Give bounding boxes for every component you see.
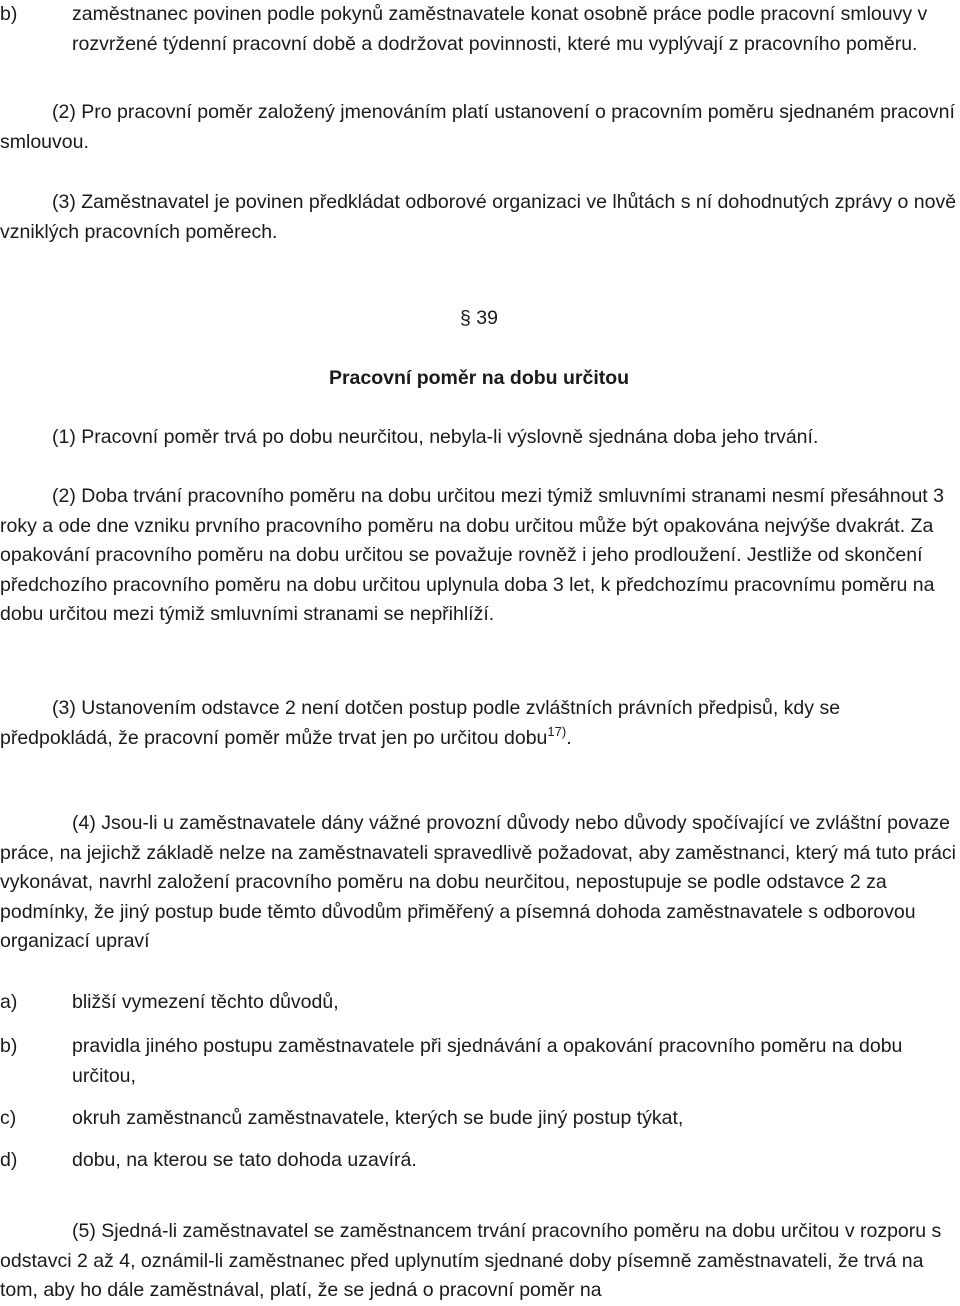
section-title: Pracovní poměr na dobu určitou <box>328 367 630 389</box>
list-marker: a) <box>0 991 18 1013</box>
paragraph-3-end: . <box>566 726 572 749</box>
paragraph-4: (4) Jsou-li u zaměstnavatele dány vážné provozní důvody nebo důvody spočívající ve zvláštní povaze práce, na jejichž základě nelze na zaměstnavateli spravedlivě požadovat, aby zaměstnanci, který má tuto práci vykonávat, navrhl založení pracovního poměru na dobu neurčitou, nepostupuje se podle odstavce 2 za podmínky, že jiný postup bude těmto důvodům přiměřený a písemná dohoda zaměstnavatele s odborovou organizací upraví <box>0 812 957 952</box>
paragraph-2-top: (2) Pro pracovní poměr založený jmenováním platí ustanovení o pracovním poměru sjednaném pracovní smlouvou. <box>0 101 955 153</box>
list-marker: b) <box>0 3 18 25</box>
list-item-text: dobu, na kterou se tato dohoda uzavírá. <box>72 1149 417 1171</box>
list-marker: b) <box>0 1035 18 1057</box>
paragraph-2: (2) Doba trvání pracovního poměru na dobu určitou mezi týmiž smluvními stranami nesmí přesáhnout 3 roky a ode dne vzniku prvního pracovního poměru na dobu určitou může být opakována nejvýše dvakrát. Za opakování pracovního poměru na dobu určitou se považuje rovněž i jeho prodloužení. Jestliže od skončení předchozího pracovního poměru na dobu určitou uplynula doba 3 let, k předchozímu pracovnímu poměru na dobu určitou mezi týmiž smluvními stranami se nepřihlíží. <box>0 485 944 625</box>
paragraph-3 <box>0 694 958 753</box>
list-item-text: okruh zaměstnanců zaměstnavatele, kterých se bude jiný postup týkat, <box>72 1107 684 1129</box>
paragraph-3-top: (3) Zaměstnavatel je povinen předkládat odborové organizaci ve lhůtách s ní dohodnutých zprávy o nově vzniklých pracovních poměrech. <box>0 191 957 243</box>
footnote-ref: 17) <box>547 723 567 739</box>
list-marker: c) <box>0 1107 17 1129</box>
paragraph-5: (5) Sjedná-li zaměstnavatel se zaměstnancem trvání pracovního poměru na dobu určitou v rozporu s odstavci 2 až 4, oznámil-li zaměstnanec před uplynutím sjednané doby písemně zaměstnavateli, že trvá na tom, aby ho dále zaměstnával, platí, že se jedná o pracovní poměr na <box>0 1220 942 1301</box>
list-item-text: bližší vymezení těchto důvodů, <box>72 991 339 1013</box>
paragraph-1: (1) Pracovní poměr trvá po dobu neurčitou, nebyla-li výslovně sjednána doba jeho trvání. <box>52 426 819 448</box>
list-marker: d) <box>0 1149 18 1171</box>
list-item-text: zaměstnanec povinen podle pokynů zaměstnavatele konat osobně práce podle pracovní smlouvy v rozvržené týdenní pracovní době a dodržovat povinnosti, které mu vyplývají z pracovního poměru. <box>72 3 928 55</box>
paragraph-3-text: (3) Ustanovením odstavce 2 není dotčen postup podle zvláštních právních předpisů, kdy se předpokládá, že pracovní poměr může trvat jen po určitou dobu <box>0 697 841 749</box>
list-item-text: pravidla jiného postupu zaměstnavatele při sjednávání a opakování pracovního poměru na dobu určitou, <box>72 1035 903 1087</box>
section-number: § 39 <box>460 307 498 329</box>
